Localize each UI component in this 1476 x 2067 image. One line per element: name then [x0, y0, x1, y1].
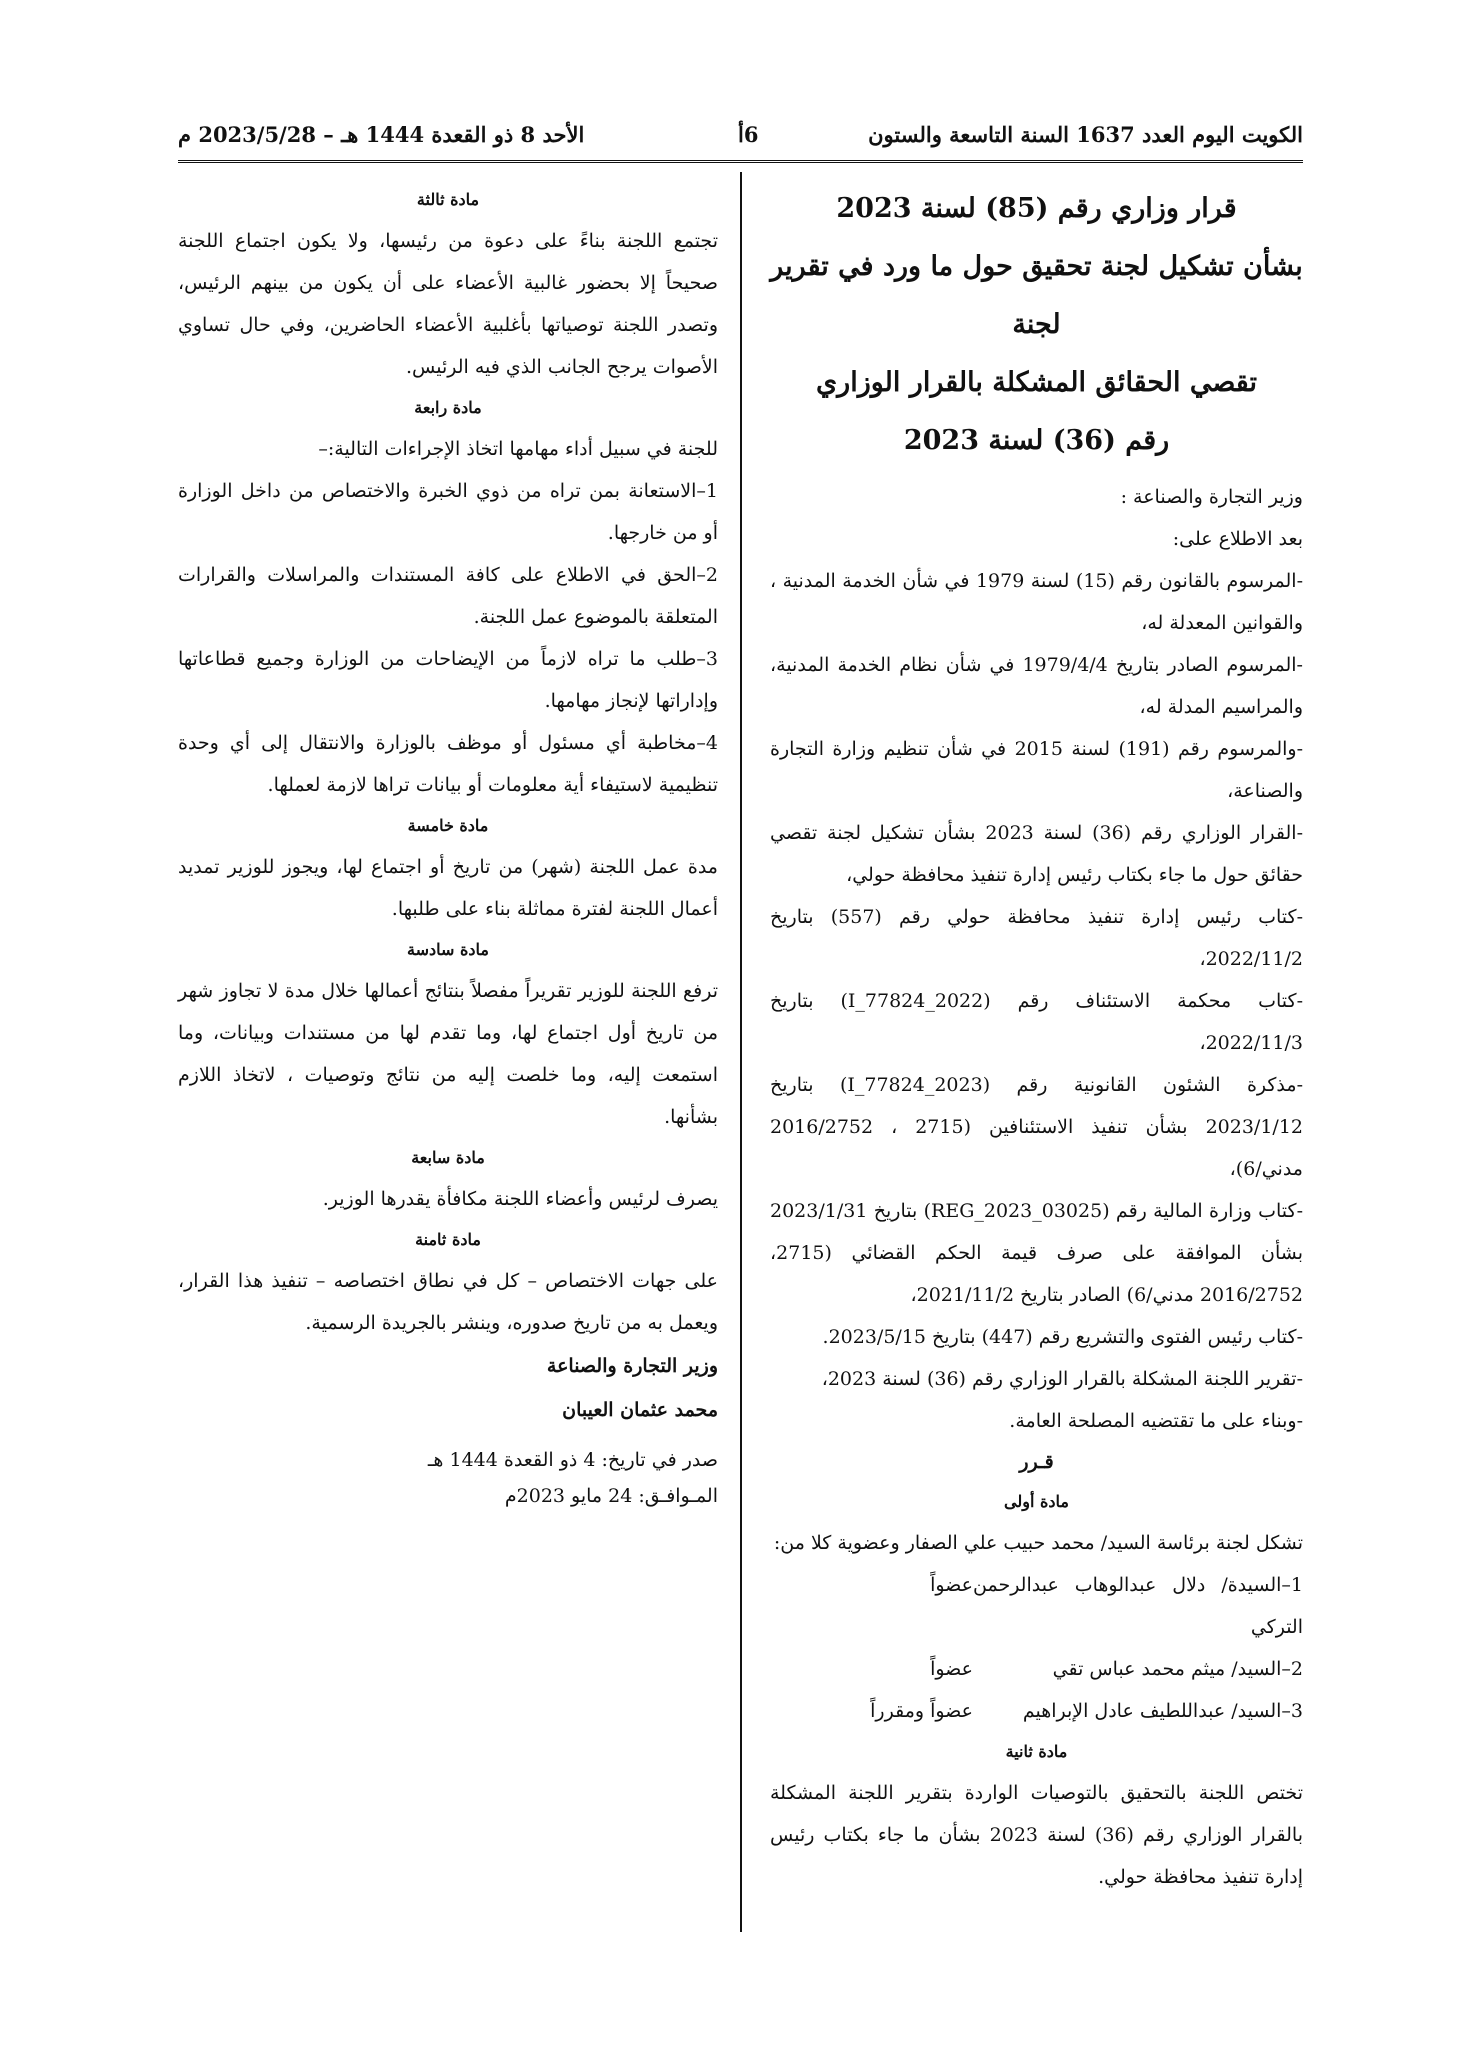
member-row	[770, 1564, 1303, 1648]
member-role: عضواً ومقرراً	[870, 1700, 973, 1722]
right-column	[770, 180, 1303, 1898]
article-heading: مادة خامسة	[407, 816, 489, 835]
preamble-item: -كتاب رئيس الفتوى والتشريع رقم (447) بتاريخ 2023/5/15.	[822, 1326, 1303, 1348]
signer-title: وزير التجارة والصناعة	[546, 1355, 718, 1377]
article-item: 1–الاستعانة بمن تراه من ذوي الخبرة والاختصاص من داخل الوزارة أو من خارجها.	[178, 480, 718, 544]
preamble-item: -تقرير اللجنة المشكلة بالقرار الوزاري رقم (36) لسنة 2023،	[821, 1368, 1303, 1390]
preamble-item: -كتاب وزارة المالية رقم (REG_2023_03025) بتاريخ 2023/1/31 بشأن الموافقة على صرف قيمة الحكم القضائي (2715، 2016/2752 مدني/6) الصادر بتاريخ 2021/11/2،	[770, 1200, 1303, 1306]
issue-date-hijri: صدر في تاريخ: 4 ذو القعدة 1444 هـ	[427, 1449, 718, 1471]
column-divider	[740, 172, 742, 1932]
header-rule	[178, 160, 1303, 166]
publication-info: الكويت اليوم العدد 1637 السنة التاسعة والستون	[868, 122, 1303, 147]
member-name: 1–السيدة/ دلال عبدالوهاب عبدالرحمن التركي	[973, 1574, 1303, 1638]
page-header	[178, 118, 1303, 156]
title-line: بشأن تشكيل لجنة تحقيق حول ما ورد في تقرير لجنة	[770, 251, 1303, 340]
article-text: ترفع اللجنة للوزير تقريراً مفصلاً بنتائج أعمالها خلال مدة لا تجاوز شهر من تاريخ أول اجتماع لها، وما تقدم لها من مستندات وبيانات، وما استمعت إليه، وما خلصت إليه من نتائج وتوصيات ، لاتخاذ اللازم بشأنها.	[178, 980, 718, 1128]
preamble-item: -وبناء على ما تقتضيه المصلحة العامة.	[1009, 1410, 1303, 1432]
preamble-item: -القرار الوزاري رقم (36) لسنة 2023 بشأن تشكيل لجنة تقصي حقائق حول ما جاء بكتاب رئيس إدارة تنفيذ محافظة حولي،	[770, 822, 1303, 886]
article-heading: مادة ثالثة	[416, 190, 480, 209]
article-text: تختص اللجنة بالتحقيق بالتوصيات الواردة بتقرير اللجنة المشكلة بالقرار الوزاري رقم (36) لسنة 2023 بشأن ما جاء بكتاب رئيس إدارة تنفيذ محافظة حولي.	[770, 1782, 1303, 1888]
article-text: للجنة في سبيل أداء مهامها اتخاذ الإجراءات التالية:–	[318, 438, 718, 460]
member-role: عضواً	[930, 1658, 973, 1680]
member-row	[770, 1648, 1303, 1690]
article-heading: مادة رابعة	[414, 398, 482, 417]
title-line: قرار وزاري رقم (85) لسنة 2023	[836, 193, 1237, 224]
article-item: 3–طلب ما تراه لازماً من الإيضاحات من الوزارة وجميع قطاعاتها وإداراتها لإنجاز مهامها.	[178, 648, 718, 712]
article-heading: مادة أولى	[1004, 1492, 1069, 1511]
left-column	[178, 180, 718, 1514]
article-text: تشكل لجنة برئاسة السيد/ محمد حبيب علي الصفار وعضوية كلا من:	[773, 1532, 1303, 1554]
member-role: عضواً	[930, 1574, 973, 1596]
issue-date-gregorian: المـوافـق: 24 مايو 2023م	[504, 1485, 718, 1507]
member-row	[770, 1690, 1303, 1732]
article-heading: مادة ثامنة	[415, 1230, 481, 1249]
decided-heading: قـرر	[1019, 1451, 1054, 1473]
preamble-item: -المرسوم بالقانون رقم (15) لسنة 1979 في شأن الخدمة المدنية ، والقوانين المعدلة له،	[770, 570, 1304, 634]
preamble-item: -والمرسوم رقم (191) لسنة 2015 في شأن تنظيم وزارة التجارة والصناعة،	[770, 738, 1303, 802]
title-line: رقم (36) لسنة 2023	[903, 425, 1170, 456]
article-text: يصرف لرئيس وأعضاء اللجنة مكافأة يقدرها الوزير.	[322, 1188, 718, 1210]
article-text: مدة عمل اللجنة (شهر) من تاريخ أو اجتماع لها، ويجوز للوزير تمديد أعمال اللجنة لفترة مماثلة بناء على طلبها.	[178, 856, 718, 920]
member-name: 3–السيد/ عبداللطيف عادل الإبراهيم	[1022, 1700, 1303, 1722]
page-number: 6أ	[738, 122, 759, 147]
preamble-item: -كتاب محكمة الاستئناف رقم (I_77824_2022) بتاريخ 2022/11/3،	[770, 990, 1303, 1054]
article-heading: مادة ثانية	[1005, 1742, 1068, 1761]
issue-date: الأحد 8 ذو القعدة 1444 هـ – 2023/5/28 م	[178, 122, 585, 147]
article-item: 4–مخاطبة أي مسئول أو موظف بالوزارة والانتقال إلى أي وحدة تنظيمية لاستيفاء أية معلومات أو بيانات تراها لازمة لعملها.	[178, 732, 718, 796]
article-heading: مادة سادسة	[407, 940, 489, 959]
after-review-line: بعد الاطلاع على:	[1172, 528, 1303, 550]
title-line: تقصي الحقائق المشكلة بالقرار الوزاري	[816, 367, 1257, 398]
article-text: تجتمع اللجنة بناءً على دعوة من رئيسها، ولا يكون اجتماع اللجنة صحيحاً إلا بحضور غالبية الأعضاء على أن يكون من بينهم الرئيس، وتصدر اللجنة توصياتها بأغلبية الأعضاء الحاضرين، وفي حال تساوي الأصوات يرجح الجانب الذي فيه الرئيس.	[178, 230, 718, 378]
article-heading: مادة سابعة	[411, 1148, 485, 1167]
article-text: على جهات الاختصاص – كل في نطاق اختصاصه – تنفيذ هذا القرار، ويعمل به من تاريخ صدوره، وينشر بالجريدة الرسمية.	[178, 1270, 718, 1334]
minister-line: وزير التجارة والصناعة :	[1120, 486, 1303, 508]
signer-name: محمد عثمان العيبان	[562, 1399, 718, 1421]
decree-title	[770, 180, 1303, 470]
preamble-item: -المرسوم الصادر بتاريخ 1979/4/4 في شأن نظام الخدمة المدنية، والمراسيم المدلة له،	[770, 654, 1303, 718]
preamble-item: -كتاب رئيس إدارة تنفيذ محافظة حولي رقم (557) بتاريخ 2022/11/2،	[770, 906, 1303, 970]
member-name: 2–السيد/ ميثم محمد عباس تقي	[1052, 1658, 1303, 1680]
article-item: 2–الحق في الاطلاع على كافة المستندات والمراسلات والقرارات المتعلقة بالموضوع عمل اللجنة.	[178, 564, 718, 628]
preamble-item: -مذكرة الشئون القانونية رقم (I_77824_2023) بتاريخ 2023/1/12 بشأن تنفيذ الاستئنافين (2715 ، 2016/2752 مدني/6)،	[770, 1074, 1304, 1180]
